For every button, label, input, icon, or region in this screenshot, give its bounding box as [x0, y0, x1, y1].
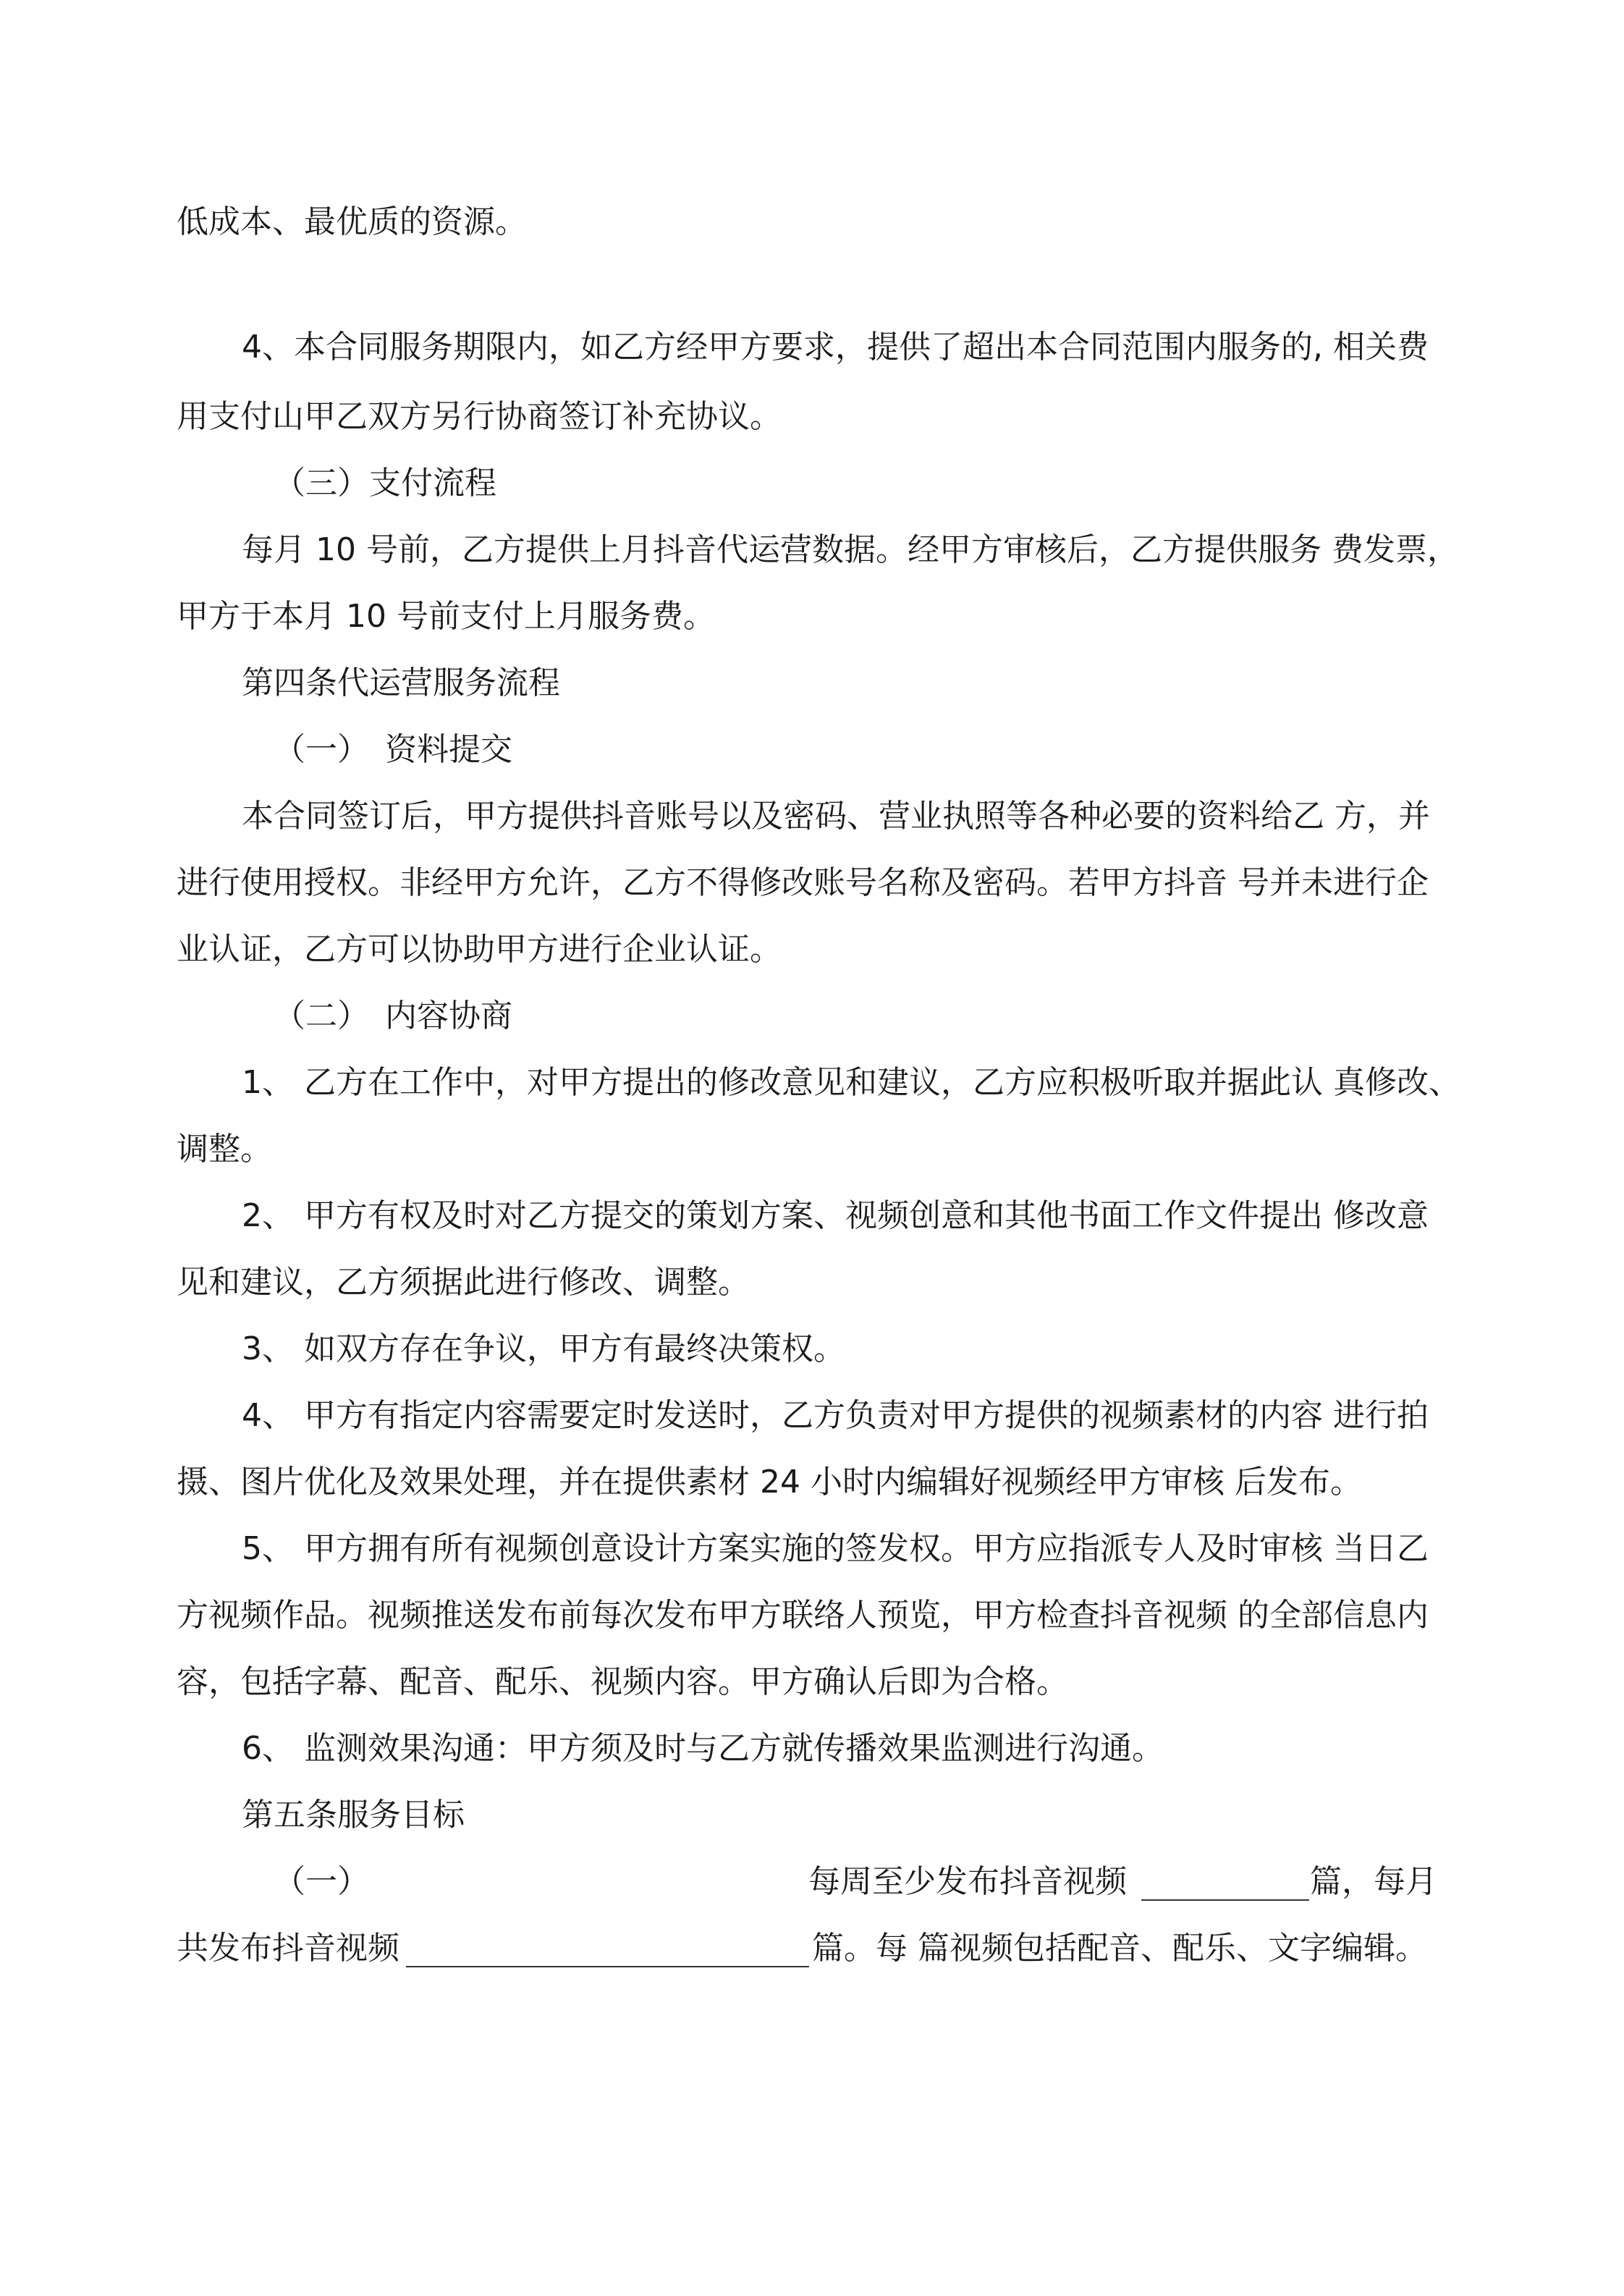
target-text: 每周至少发布抖音视频	[808, 1863, 1127, 1900]
paragraph-line: 4、 甲方有指定内容需要定时发送时，乙方负责对甲方提供的视频素材的内容 进行拍	[242, 1397, 1429, 1434]
paragraph-line: 6、 监测效果沟通：甲方须及时与乙方就传播效果监测进行沟通。	[242, 1730, 1164, 1767]
paragraph-line: 方视频作品。视频推送发布前每次发布甲方联络人预览，甲方检查抖音视频 的全部信息内	[177, 1597, 1429, 1634]
paragraph-line: 调整。	[177, 1131, 272, 1168]
paragraph-line: 见和建议，乙方须据此进行修改、调整。	[177, 1264, 750, 1301]
paragraph-line: 业认证，乙方可以协助甲方进行企业认证。	[177, 931, 782, 968]
blank-underline	[1141, 1899, 1309, 1901]
target-text: 篇，每月	[1310, 1863, 1437, 1900]
paragraph-line: 容，包括字幕、配音、配乐、视频内容。甲方确认后即为合格。	[177, 1663, 1068, 1700]
paragraph-line: 1、 乙方在工作中，对甲方提出的修改意见和建议，乙方应积极听取并据此认 真修改、	[242, 1064, 1460, 1101]
paragraph-line: 本合同签订后，甲方提供抖音账号以及密码、营业执照等各种必要的资料给乙 方，并	[242, 798, 1430, 835]
section-heading: （三）支付流程	[274, 465, 496, 502]
paragraph-line: 进行使用授权。非经甲方允许，乙方不得修改账号名称及密码。若甲方抖音 号并未进行企	[177, 864, 1429, 901]
paragraph-line: 2、 甲方有权及时对乙方提交的策划方案、视频创意和其他书面工作文件提出 修改意	[242, 1197, 1429, 1234]
target-text: 共发布抖音视频	[177, 1930, 399, 1967]
section-heading: （二） 内容协商	[274, 997, 512, 1034]
article-heading: 第四条代运营服务流程	[242, 664, 560, 701]
section-heading: （一） 资料提交	[274, 731, 512, 768]
paragraph-line: 摄、图片优化及效果处理，并在提供素材 24 小时内编辑好视频经甲方审核 后发布。	[177, 1464, 1362, 1501]
target-label: （一）	[274, 1863, 369, 1900]
target-text: 篇。每 篇视频包括配音、配乐、文字编辑。	[812, 1930, 1427, 1967]
paragraph-line: 低成本、最优质的资源。	[177, 203, 527, 240]
paragraph-line: 5、 甲方拥有所有视频创意设计方案实施的签发权。甲方应指派专人及时审核 当日乙	[242, 1530, 1429, 1567]
paragraph-line: 3、 如双方存在争议，甲方有最终决策权。	[242, 1330, 845, 1367]
article-heading: 第五条服务目标	[242, 1797, 465, 1833]
paragraph-line: 每月 10 号前，乙方提供上月抖音代运营数据。经甲方审核后，乙方提供服务 费发票，	[242, 531, 1459, 568]
blank-underline	[406, 1966, 809, 1967]
paragraph-line: 4、本合同服务期限内，如乙方经甲方要求，提供了超出本合同范围内服务的, 相关费	[242, 329, 1429, 366]
paragraph-line: 甲方于本月 10 号前支付上月服务费。	[177, 598, 715, 635]
paragraph-line: 用支付山甲乙双方另行协商签订补充协议。	[177, 398, 782, 435]
